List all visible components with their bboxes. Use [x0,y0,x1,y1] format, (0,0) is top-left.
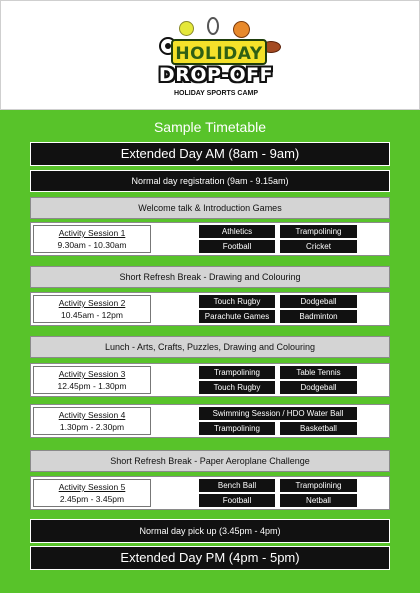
session-time: 10.45am - 12pm [61,310,123,320]
activity-grid [199,225,357,253]
session-name: Activity Session 3 [58,369,126,379]
activity-tag: Cricket [280,240,357,253]
activity-tag: Touch Rugby [199,295,275,308]
refresh-break-1-bar: Short Refresh Break - Drawing and Colouring [30,266,390,288]
session-name: Activity Session 5 [58,482,126,492]
session-3 [30,363,390,397]
holiday-drop-off-logo [151,9,281,101]
activity-tag: Football [199,494,275,507]
session-1 [30,222,390,256]
activity-tag: Bench Ball [199,479,275,492]
header [0,0,420,110]
timetable-title: Sample Timetable [153,119,267,135]
activity-grid [199,479,357,507]
activity-tag: Badminton [280,310,357,323]
extended-day-am-bar: Extended Day AM (8am - 9am) [30,142,390,166]
session-label [33,225,151,253]
basketball-icon [233,21,250,38]
session-time: 9.30am - 10.30am [57,240,127,250]
logo-word-drop-off: DROP-OFF [158,64,274,86]
activity-grid [199,407,357,435]
logo-word-holiday: HOLIDAY [171,39,267,65]
session-2 [30,292,390,326]
session-name: Activity Session 1 [58,228,126,238]
session-label [33,366,151,394]
session-name: Activity Session 4 [58,410,126,420]
welcome-bar: Welcome talk & Introduction Games [30,197,390,219]
pickup-bar: Normal day pick up (3.45pm - 4pm) [30,519,390,543]
activity-tag: Parachute Games [199,310,275,323]
session-name: Activity Session 2 [58,298,126,308]
activity-tag: Basketball [280,422,357,435]
session-label [33,407,151,435]
session-label [33,295,151,323]
session-4 [30,404,390,438]
session-time: 1.30pm - 2.30pm [59,422,125,432]
activity-tag: Trampolining [280,225,357,238]
activity-tag: Table Tennis [280,366,357,379]
activity-tag: Trampolining [199,422,275,435]
activity-tag: Athletics [199,225,275,238]
activity-tag: Dodgeball [280,295,357,308]
activity-grid [199,295,357,323]
registration-bar: Normal day registration (9am - 9.15am) [30,170,390,192]
lunch-bar: Lunch - Arts, Crafts, Puzzles, Drawing and Colouring [30,336,390,358]
activity-tag: Touch Rugby [199,381,275,394]
activity-tag: Netball [280,494,357,507]
activity-tag: Dodgeball [280,381,357,394]
session-time: 12.45pm - 1.30pm [57,381,127,391]
extended-day-pm-bar: Extended Day PM (4pm - 5pm) [30,546,390,570]
activity-tag: Swimming Session / HDO Water Ball [199,407,357,420]
logo-tagline: HOLIDAY SPORTS CAMP [173,90,258,97]
activity-tag: Football [199,240,275,253]
session-label [33,479,151,507]
activity-tag: Trampolining [280,479,357,492]
tennis-ball-icon [179,21,194,36]
session-time: 2.45pm - 3.45pm [59,494,125,504]
session-5 [30,476,390,510]
racket-icon [207,17,219,35]
activity-grid [199,366,357,394]
activity-tag: Trampolining [199,366,275,379]
refresh-break-2-bar: Short Refresh Break - Paper Aeroplane Challenge [30,450,390,472]
